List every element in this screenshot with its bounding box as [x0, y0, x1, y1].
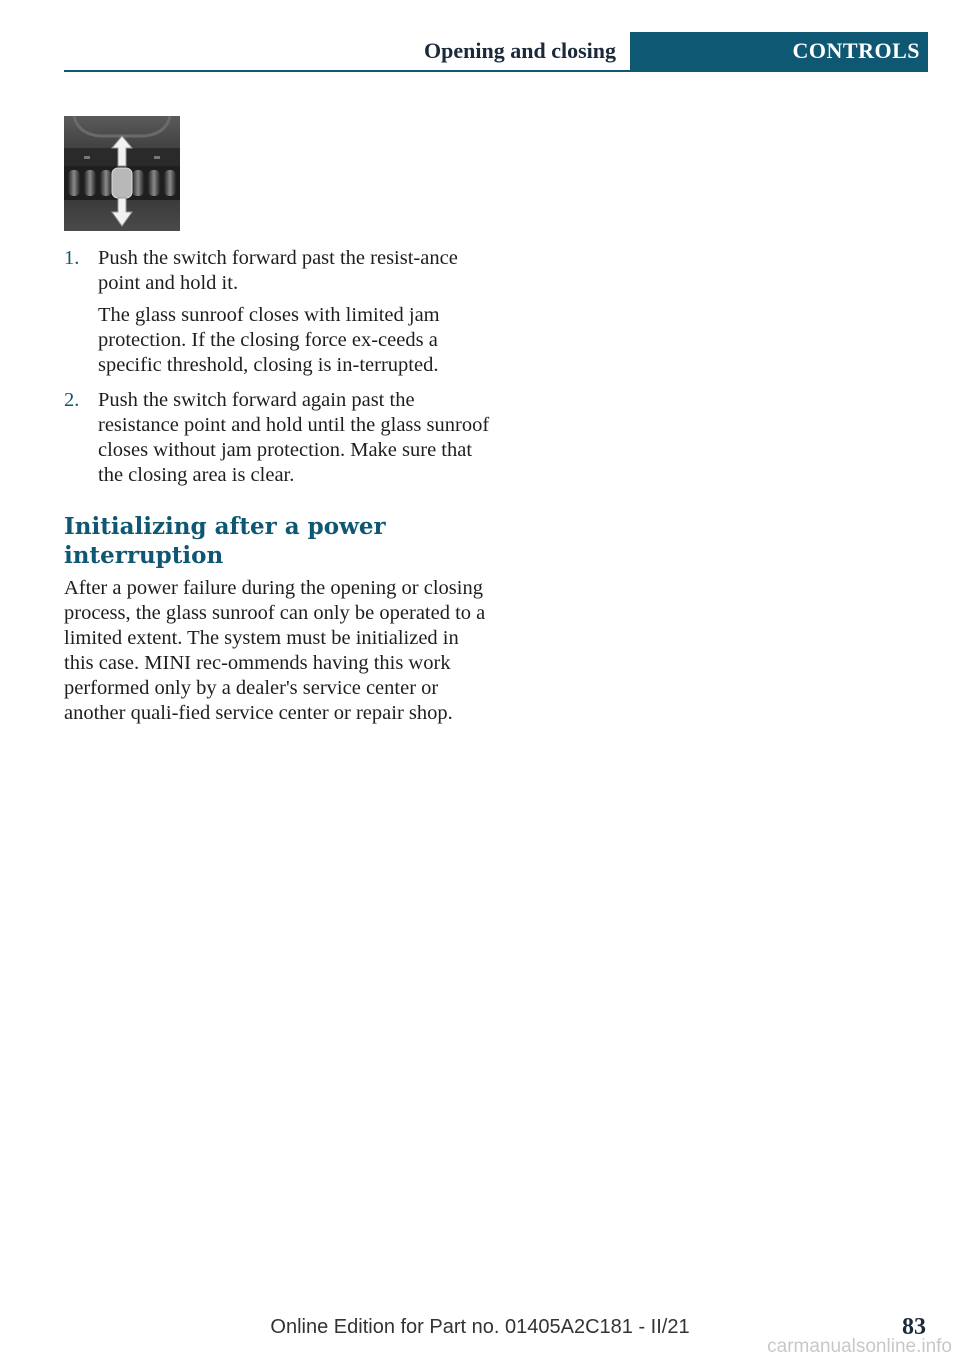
header-rule — [64, 70, 928, 72]
list-item — [64, 388, 492, 488]
section-body: After a power failure during the opening or closing process, the glass sunroof can only be operated to a limited extent. The system must be initialized in this case. MINI rec-ommends having this work performed only by a dealer's service center or another quali-fied service center or repair shop. — [64, 577, 486, 724]
main-content — [64, 246, 492, 726]
step-number: 2. — [64, 389, 80, 411]
page-header — [0, 32, 928, 72]
step-text: Push the switch forward again past the resistance point and hold until the glass sunroof closes without jam protection. Make sure that the closing area is clear. — [98, 389, 490, 486]
section-heading: Initializing after a power interruption — [64, 513, 386, 569]
step-text: Push the switch forward past the resist-ance point and hold it. — [98, 247, 458, 294]
page-number: 83 — [902, 1314, 926, 1340]
list-item — [64, 246, 492, 378]
sunroof-switch-icon — [64, 116, 180, 231]
footer-edition: Online Edition for Part no. 01405A2C181 - II/21 — [270, 1316, 690, 1338]
step-text: The glass sunroof closes with limited jam protection. If the closing force ex-ceeds a specific threshold, closing is in-terrupted. — [98, 304, 440, 376]
header-section-title: Opening and closing — [424, 38, 616, 63]
header-chapter-tab: CONTROLS — [630, 32, 928, 70]
step-number: 1. — [64, 247, 80, 269]
step-list — [64, 246, 492, 488]
sunroof-switch-illustration — [64, 116, 180, 231]
watermark-text: carmanualsonline.info — [767, 1336, 952, 1357]
